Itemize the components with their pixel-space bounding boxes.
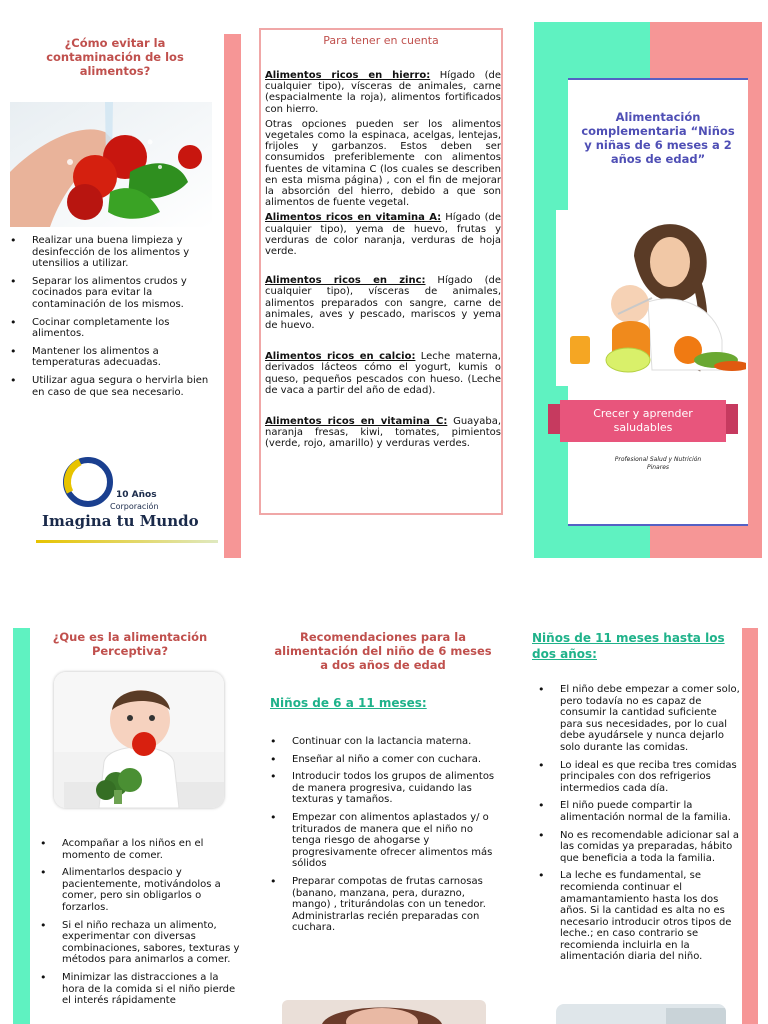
ribbon-text: Crecer y aprender saludables xyxy=(560,400,726,442)
logo-underline xyxy=(36,540,218,543)
list-item: • El niño puede compartir la alimentación normal de la familia. xyxy=(532,800,742,823)
list-item: • Alimentarlos despacio y pacientemente, motivándolos a comer, pero sin obligarlos o forzarlos. xyxy=(34,867,240,913)
list-item: • Acompañar a los niños en el momento de comer. xyxy=(34,838,240,861)
logo-years: 10 Años xyxy=(116,490,157,500)
list-item: • Enseñar al niño a comer con cuchara. xyxy=(264,754,500,766)
paragraph-zinc: Alimentos ricos en zinc: Hígado (de cualquier tipo), vísceras de animales, alimentos preparados con sangre, carne de animales, aves y pescado, mariscos y yema de huevo. xyxy=(265,275,501,332)
contamination-list xyxy=(4,235,210,404)
salmon-stripe xyxy=(742,628,758,1024)
mint-stripe xyxy=(13,628,30,1024)
list-item: • No es recomendable adicionar sal a las comidas ya preparadas, hábito que beneficia a toda la familia. xyxy=(532,830,742,865)
panel-perceptive xyxy=(0,628,250,1024)
list-item: • Mantener los alimentos a temperaturas adecuadas. xyxy=(4,346,210,369)
paragraph-vitamin-c: Alimentos ricos en vitamina C: Guayaba, naranja fresas, kiwi, tomates, pimientos (verde, rojo, amarillo) y verduras verdes. xyxy=(265,416,502,450)
corporation-logo xyxy=(36,452,218,546)
list-item: • Introducir todos los grupos de alimentos de manera progresiva, cuidando las texturas y tamaños. xyxy=(264,771,500,806)
mother-baby-photo xyxy=(556,210,746,386)
paragraph-vegetables: Otras opciones pueden ser los alimentos vegetales como la espinaca, acelgas, lentejas, frijoles y garbanzos. Estos deben ser consumidos preferiblemente con alimentos fuentes de vitamina C (los cuales se describen en esta misma página) , con el fin de mejorar la absorción del hierro, debido a que son alimentos de fuente vegetal. xyxy=(265,118,501,209)
heading-11-months: Niños de 11 meses hasta los dos años: xyxy=(532,631,725,661)
perceptive-list xyxy=(34,838,240,1013)
keep-in-mind-title: Para tener en cuenta xyxy=(323,34,439,47)
logo-slogan: Imagina tu Mundo xyxy=(42,512,199,530)
logo-ring-icon xyxy=(58,452,118,512)
contamination-title: ¿Cómo evitar la contaminación de los alimentos? xyxy=(46,36,184,78)
child-photo-partial xyxy=(556,1004,726,1024)
paragraph-vitamin-a: Alimentos ricos en vitamina A: Hígado (de cualquier tipo), yema de huevo, frutas y verduras de color naranja, verduras de hoja verde. xyxy=(265,212,501,258)
washing-vegetables-photo xyxy=(10,102,212,227)
list-item: • Continuar con la lactancia materna. xyxy=(264,736,500,748)
logo-corporation: Corporación xyxy=(110,502,159,511)
subheading-6-11-months: Niños de 6 a 11 meses: xyxy=(270,696,427,710)
salmon-stripe xyxy=(224,34,241,558)
panel-recommendations xyxy=(256,628,506,1024)
list-item: • La leche es fundamental, se recomienda continuar el amamantamiento hasta los dos años. Si la cantidad es alta no es necesario introducir otros tipos de leche.; en caso contrario se recomienda incluirla en la alimentación diaria del niño. xyxy=(532,870,742,963)
paragraph-iron: Alimentos ricos en hierro: Hígado (de cualquier tipo), vísceras de animales, carne (espacialmente la roja), alimentos fortificados con hierro. xyxy=(265,70,501,115)
cover-card xyxy=(568,78,748,526)
list-item: • Cocinar completamente los alimentos. xyxy=(4,317,210,340)
list-item: • Preparar compotas de frutas carnosas (banano, manzana, pera, durazno, mango) , triturándolas con un tenedor. Administrarlas recién preparadas con cuchara. xyxy=(264,876,500,934)
ribbon-banner xyxy=(548,400,738,442)
eleven-months-list xyxy=(532,684,742,969)
nutrients-text xyxy=(265,70,501,454)
baby-eating-photo xyxy=(54,672,224,808)
perceptive-title: ¿Que es la alimentación Perceptiva? xyxy=(52,630,208,658)
panel-keep-in-mind xyxy=(259,28,503,515)
recommendations-title: Recomendaciones para la alimentación del niño de 6 meses a dos años de edad xyxy=(274,630,492,672)
panel-11-months xyxy=(512,628,768,1024)
cover-subtitle-line2: Pinares xyxy=(646,464,670,471)
panel-contamination xyxy=(0,0,242,560)
list-item: • Realizar una buena limpieza y desinfección de los alimentos y utensilios a utilizar. xyxy=(4,235,210,270)
paragraph-calcium: Alimentos ricos en calcio: Leche materna, derivados lácteos cómo el yogurt, kumis o queso, pequeños pescados con hueso. (Leche de vaca a partir del año de edad). xyxy=(265,351,501,396)
panel-cover xyxy=(534,22,762,558)
list-item: • Utilizar agua segura o hervirla bien en caso de que sea necesario. xyxy=(4,375,210,398)
list-item: • Lo ideal es que reciba tres comidas principales con dos refrigerios intermedios cada día. xyxy=(532,760,742,795)
list-item: • Si el niño rechaza un alimento, experimentar con diversas combinaciones, sabores, texturas y métodos para animarlos a comer. xyxy=(34,920,240,966)
child-photo-partial xyxy=(282,1000,486,1024)
cover-title: Alimentación complementaria “Niños y niñas de 6 meses a 2 años de edad” xyxy=(581,110,735,166)
list-item: • El niño debe empezar a comer solo, pero todavía no es capaz de consumir la cantidad suficiente para sus necesidades, por lo cual debe ayudársele y nunca dejarlo solo durante las comidas. xyxy=(532,684,742,754)
recommendations-list xyxy=(264,736,500,940)
list-item: • Empezar con alimentos aplastados y/ o triturados de manera que el niño no tenga riesgo de ahogarse y progresivamente ofrecer alimentos más sólidos xyxy=(264,812,500,870)
cover-subtitle-line1: Profesional Salud y Nutrición xyxy=(614,456,702,463)
list-item: • Minimizar las distracciones a la hora de la comida si el niño pierde el interés rápidamente xyxy=(34,972,240,1007)
list-item: • Separar los alimentos crudos y cocinados para evitar la contaminación de los mismos. xyxy=(4,276,210,311)
